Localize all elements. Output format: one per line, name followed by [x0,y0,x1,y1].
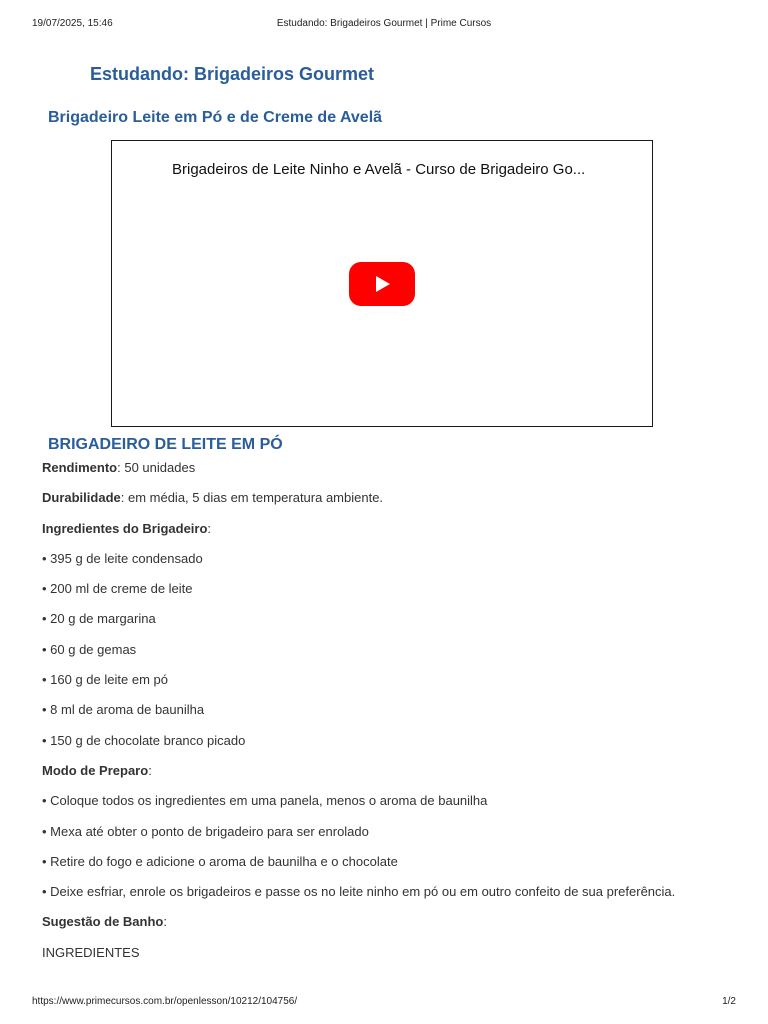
page-title: Estudando: Brigadeiros Gourmet [90,64,375,84]
recipe-heading: BRIGADEIRO DE LEITE EM PÓ [48,436,283,453]
method-colon: : [148,762,152,778]
list-item: • 200 ml de creme de leite [42,581,193,597]
page-url: https://www.primecursos.com.br/openlesson/10212/104756/ [32,996,298,1007]
yield-label: Rendimento [42,460,118,475]
yield-line [42,461,736,491]
coating-heading [42,915,736,945]
list-item: • Coloque todos os ingredientes em uma panela, menos o aroma de baunilha [42,793,488,809]
shelf-life-label: Durabilidade [42,490,121,506]
list-item: • 160 g de leite em pó [42,672,168,688]
page-number: 1/2 [722,996,736,1007]
ingredients-colon: : [207,520,212,536]
ingredients-heading [42,522,736,552]
list-item: • Retire do fogo e adicione o aroma de baunilha e o chocolate [42,853,398,869]
list-item: • 150 g de chocolate branco picado [42,732,246,748]
coating-ingredients-heading: INGREDIENTES [42,944,140,960]
coating-colon: : [163,914,167,930]
print-date: 19/07/2025, 15:46 [32,18,113,29]
list-item: • 60 g de gemas [42,641,137,657]
video-title[interactable]: Brigadeiros de Leite Ninho e Avelã - Curso de Brigadeiro Go... [172,161,586,178]
coating-label: Sugestão de Banho [42,914,164,930]
list-item: • 8 ml de aroma de baunilha [42,702,205,718]
list-item: • Mexa até obter o ponto de brigadeiro para ser enrolado [42,823,369,839]
lesson-title: Brigadeiro Leite em Pó e de Creme de Avelã [48,109,383,126]
print-footer [32,996,736,1010]
youtube-play-icon[interactable] [349,262,415,306]
list-item: • Deixe esfriar, enrole os brigadeiros e passe os no leite ninho em pó ou em outro confeito de sua preferência. [42,884,676,900]
recipe-content [42,461,736,976]
ingredients-label: Ingredientes do Brigadeiro [42,520,208,536]
shelf-life-line [42,491,736,521]
shelf-life-value: : em média, 5 dias em temperatura ambiente. [120,490,384,506]
video-player[interactable] [111,140,653,427]
print-header [32,18,736,32]
method-heading [42,764,736,794]
list-item: • 20 g de margarina [42,611,156,627]
method-label: Modo de Preparo [42,762,149,778]
print-document-title: Estudando: Brigadeiros Gourmet | Prime Cursos [276,18,492,29]
list-item: • 395 g de leite condensado [42,550,203,566]
yield-value: : 50 unidades [117,460,196,475]
